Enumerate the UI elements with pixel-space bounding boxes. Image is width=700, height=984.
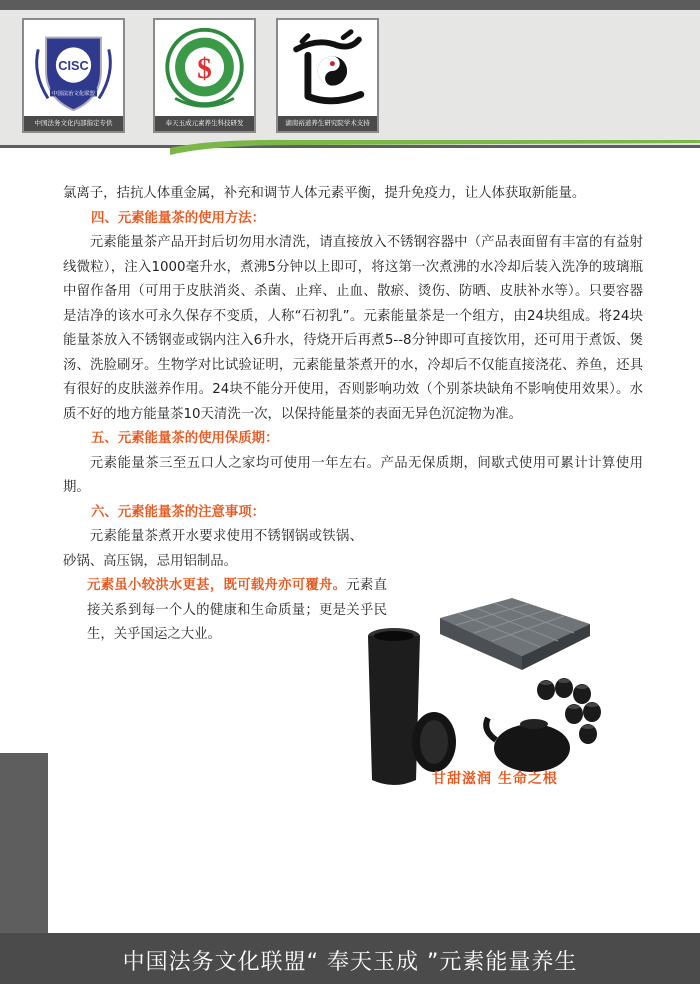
left-gray-strip bbox=[0, 753, 48, 933]
paragraph: 元素能量茶三至五口人之家均可使用一年左右。产品无保质期，间歇式使用可累计计算使用期。 bbox=[63, 455, 643, 495]
footer bbox=[0, 933, 700, 984]
emphasis-text: 元素虽小较洪水更甚，既可载舟亦可覆舟。 bbox=[87, 578, 347, 593]
cisc-logo bbox=[22, 18, 125, 133]
footer-title: 中国法务文化联盟“ 奉天玉成 ”元素能量养生 bbox=[122, 950, 578, 975]
green-arc-decoration bbox=[170, 135, 700, 159]
paragraph bbox=[63, 574, 387, 648]
article-body bbox=[63, 182, 643, 648]
hunan-logo bbox=[276, 18, 379, 133]
logo-caption: 奉天玉成元素养生科技研发 bbox=[155, 116, 254, 131]
svg-text:CISC: CISC bbox=[58, 57, 89, 73]
tianyu-emblem-icon bbox=[155, 20, 254, 116]
photo-caption: 甘甜滋润 生命之根 bbox=[432, 771, 558, 787]
logo-caption: 湖南裕道养生研究院学术支持 bbox=[278, 116, 377, 131]
tianyu-logo bbox=[153, 18, 256, 133]
paragraph: 氯离子，拮抗人体重金属，补充和调节人体元素平衡，提升免疫力，让人体获取新能量。 bbox=[63, 186, 586, 201]
paragraph: 元素能量茶产品开封后切勿用水清洗，请直接放入不锈钢容器中（产品表面留有丰富的有益射线微粒），注入1000毫升水，煮沸5分钟以上即可，将这第一次煮沸的水冷却后装入洗净的玻璃瓶中留作备用（可用于皮肤消炎、杀菌、止痒、止血、散瘀、烫伤、防晒、皮肤补水等）。只要容器是洁净的该水可永久保存不变质，人称“石初乳”。元素能量茶是一个组方，由24块组成。将24块能量茶放入不锈钢壶或锅内注入6升水，待烧开后再煮5--8分钟即可直接饮用，还可用于煮饭、煲汤、洗脸刷牙。生物学对比试验证明，元素能量茶煮开的水，冷却后不仅能直接浇花、养鱼，还具有很好的皮肤滋养作用。24块不能分开使用，否则影响功效（个别茶块缺角不影响使用效果）。水质不好的地方能量茶10天清洗一次，以保持能量茶的表面无异色沉淀物为准。 bbox=[63, 235, 643, 422]
svg-text:$: $ bbox=[197, 52, 212, 85]
dao-calligraphy-icon bbox=[278, 20, 377, 116]
paragraph-text: 元素直接关系到每一个人的健康和生命质量；更是关乎民生，关乎国运之大业。 bbox=[87, 578, 387, 642]
paragraph: 元素能量茶煮开水要求使用不锈钢锅或铁锅、砂锅、高压锅，忌用铝制品。 bbox=[63, 529, 363, 569]
cisc-emblem-icon bbox=[24, 20, 123, 116]
section-heading-6: 六、元素能量茶的注意事项： bbox=[91, 504, 266, 520]
top-band bbox=[0, 0, 700, 10]
svg-text:中国法治文化联盟: 中国法治文化联盟 bbox=[52, 90, 96, 97]
section-heading-4: 四、元素能量茶的使用方法： bbox=[91, 210, 266, 226]
header bbox=[0, 10, 700, 145]
section-heading-5: 五、元素能量茶的使用保质期： bbox=[91, 431, 279, 446]
logo-caption: 中国法务文化内部指定专供 bbox=[24, 116, 123, 131]
